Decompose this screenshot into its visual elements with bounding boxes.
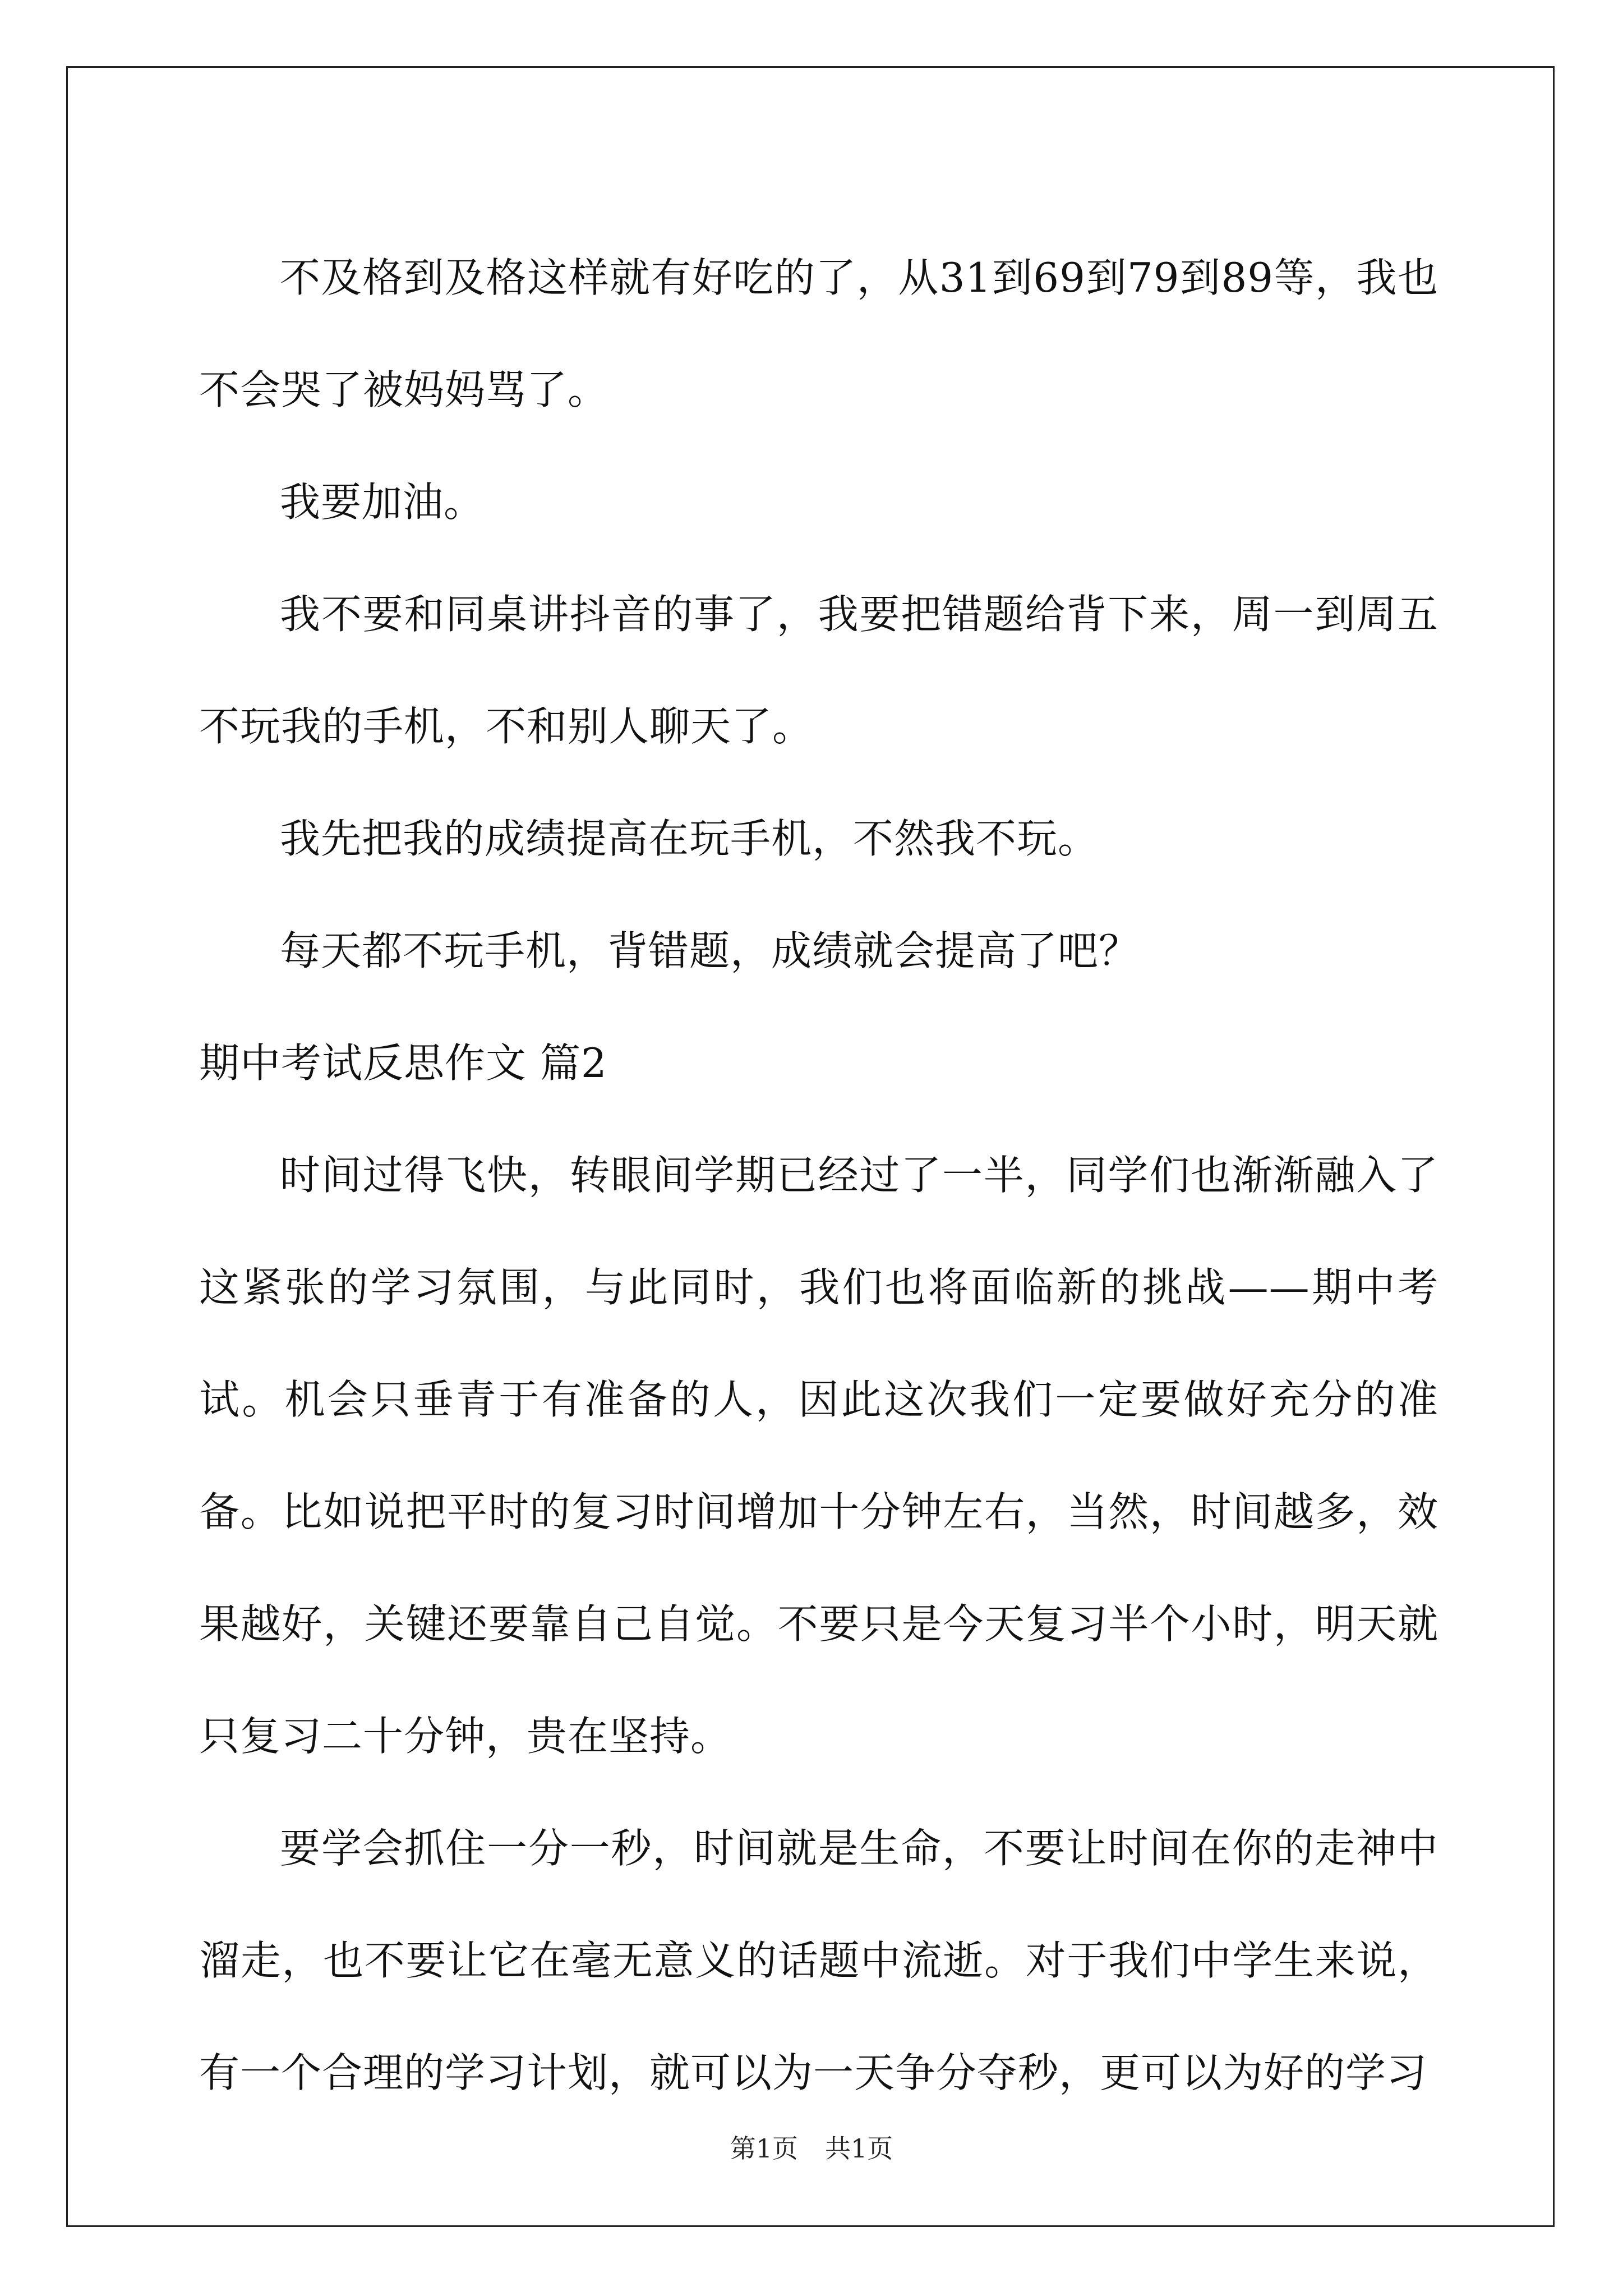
page-number: 第1页 — [730, 2133, 798, 2164]
paragraph: 我要加油。 — [280, 478, 485, 526]
paragraph: 每天都不玩手机，背错题，成绩就会提高了吧？ — [280, 927, 1140, 974]
section-title: 期中考试反思作文 篇2 — [199, 1039, 607, 1087]
page-total: 共1页 — [825, 2133, 893, 2164]
document-body — [199, 222, 1438, 2129]
page-footer — [0, 2132, 1623, 2165]
paragraph: 我先把我的成绩提高在玩手机，不然我不玩。 — [280, 815, 1099, 862]
paragraph: 不及格到及格这样就有好吃的了，从31到69到79到89等，我也不会哭了被妈妈骂了。 — [199, 254, 1438, 413]
paragraph: 我不要和同桌讲抖音的事了，我要把错题给背下来，周一到周五不玩我的手机，不和别人聊天了。 — [199, 591, 1438, 750]
paragraph: 要学会抓住一分一秒，时间就是生命，不要让时间在你的走神中溜走，也不要让它在毫无意义的话题中流逝。对于我们中学生来说，有一个合理的学习计划，就可以为一天争分夺秒，更可以为好的学习 — [199, 1825, 1438, 2096]
paragraph: 时间过得飞快，转眼间学期已经过了一半，同学们也渐渐融入了这紧张的学习氛围，与此同时，我们也将面临新的挑战——期中考试。机会只垂青于有准备的人，因此这次我们一定要做好充分的准备。比如说把平时的复习时间增加十分钟左右，当然，时间越多，效果越好，关键还要靠自己自觉。不要只是今天复习半个小时，明天就只复习二十分钟，贵在坚持。 — [199, 1152, 1438, 1760]
